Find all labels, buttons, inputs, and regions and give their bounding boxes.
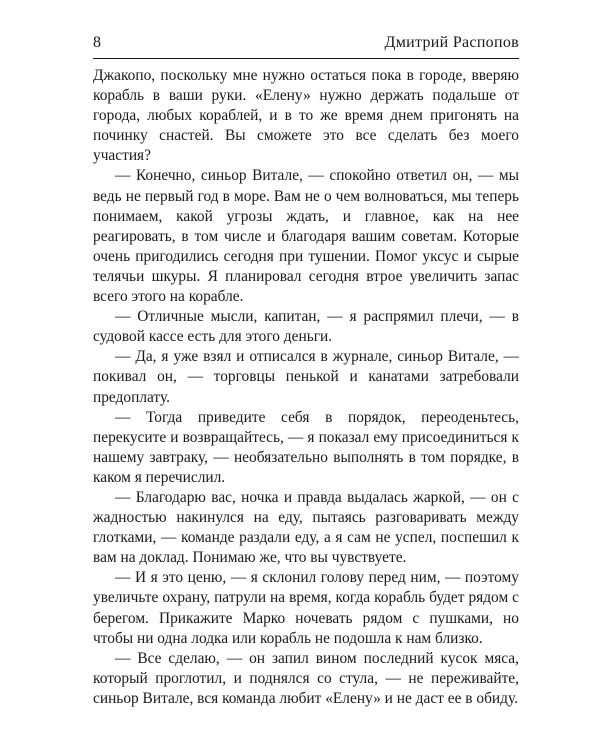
paragraph-continuation: Джакопо, поскольку мне нужно остаться пока в городе, вверяю корабль в ваши руки. «Елену» нужно держать подальше от города, любых кораблей, и в то же время днем пригонять на починку снастей. Вы сможете это все сделать без моего участия? bbox=[93, 67, 519, 165]
dialogue-paragraph: — И я это ценю, — я склонил голову перед ним, — поэтому увеличьте охрану, патрули на время, когда корабль будет рядом с берегом. Прикажите Марко ночевать рядом с пушками, но чтобы ни одна лодка или корабль не подошла к нам близко. bbox=[93, 569, 519, 647]
page-number: 8 bbox=[93, 34, 101, 51]
dialogue-paragraph: — Благодарю вас, ночка и правда выдалась жаркой, — он с жадностью накинулся на еду, пытаясь разговаривать между глотками, — команде раздали еду, а я сам не успел, поспешил к вам на доклад. Понимаю же, что вы чувствуете. bbox=[93, 488, 519, 567]
dialogue-paragraph: — Все сделаю, — он запил вином последний кусок мяса, который проглотил, и поднялся со стула, — не переживайте, синьор Витале, вся команда любит «Елену» и не даст ее в обиду. bbox=[93, 649, 519, 707]
text-body bbox=[93, 66, 519, 709]
dialogue-paragraph: — Отличные мысли, капитан, — я распрямил плечи, — в судовой кассе есть для этого деньги. bbox=[93, 308, 519, 346]
dialogue-paragraph: — Конечно, синьор Витале, — спокойно ответил он, — мы ведь не первый год в море. Вам не о чем волноваться, мы теперь понимаем, какой угрозы ждать, и главное, как на нее реагировать, в том числе и благодаря вашим советам. Которые очень пригодились сегодня при тушении. Помог уксус и сырые телячьи шкуры. Я планировал сегодня втрое увеличить запас всего этого на корабле. bbox=[93, 167, 519, 306]
running-title: Дмитрий Распопов bbox=[384, 34, 519, 51]
dialogue-paragraph: — Да, я уже взял и отписался в журнале, синьор Витале, — покивал он, — торговцы пенькой и канатами затребовали предоплату. bbox=[93, 348, 519, 406]
dialogue-paragraph: — Тогда приведите себя в порядок, переоденьтесь, перекусите и возвращайтесь, — я показал ему присоединиться к нашему завтраку, — необязательно выполнять в том порядке, в каком я перечислил. bbox=[93, 408, 519, 486]
page-header bbox=[93, 30, 519, 59]
